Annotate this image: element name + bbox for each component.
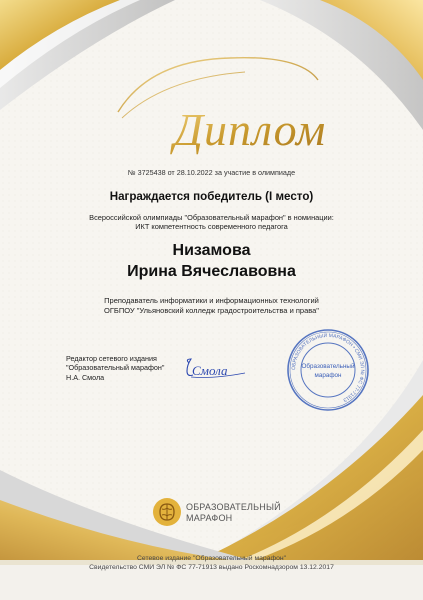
recipient-surname: Низамова xyxy=(172,242,251,259)
logo-wordmark xyxy=(186,502,281,524)
recipient-given-name: Ирина Вячеславовна xyxy=(127,263,296,280)
diploma-title-graphic xyxy=(0,0,423,165)
svg-text:Образовательный: Образовательный xyxy=(301,363,355,370)
svg-text:марафон: марафон xyxy=(314,372,342,379)
diploma-title: Диплом xyxy=(173,104,327,155)
editor-publication: "Образовательный марафон" xyxy=(66,363,165,373)
brain-logo-icon xyxy=(151,496,183,528)
position-line-1: Преподаватель информатики и информационных технологий xyxy=(104,296,319,305)
handwritten-signature xyxy=(183,355,253,385)
editor-block xyxy=(66,354,164,382)
official-stamp xyxy=(286,328,370,412)
logo-line-2: МАРАФОН xyxy=(186,513,233,523)
editor-title: Редактор сетевого издания xyxy=(66,354,157,363)
footer-publication: Сетевое издание "Образовательный марафон" xyxy=(136,555,287,562)
logo-line-1: ОБРАЗОВАТЕЛЬНЫЙ xyxy=(186,502,281,512)
recipient-position xyxy=(0,296,423,315)
svg-text:Смола: Смола xyxy=(192,363,228,378)
certificate-number-line: № 3725438 от 28.10.2022 за участие в олимпиаде xyxy=(127,168,296,177)
olympiad-line-1: Всероссийской олимпиады "Образовательный марафон" в номинации: xyxy=(89,213,334,222)
olympiad-nomination: ИКТ компетентность современного педагога xyxy=(135,222,288,232)
position-line-2: ОГБПОУ "Ульяновский колледж градостроительства и права" xyxy=(104,305,319,315)
svg-text:ОБРАЗОВАТЕЛЬНЫЙ МАРАФОН • СМИ: ОБРАЗОВАТЕЛЬНЫЙ МАРАФОН • СМИ ЭЛ № ФС 77-71913 xyxy=(290,332,366,403)
footer-registration: Свидетельство СМИ ЭЛ № ФС 77-71913 выдано Роскомнадзором 13.12.2017 xyxy=(89,563,334,571)
editor-name: Н.А. Смола xyxy=(66,372,105,382)
award-heading: Награждается победитель (I место) xyxy=(109,190,314,203)
footer xyxy=(0,555,423,573)
olympiad-info xyxy=(0,213,423,232)
